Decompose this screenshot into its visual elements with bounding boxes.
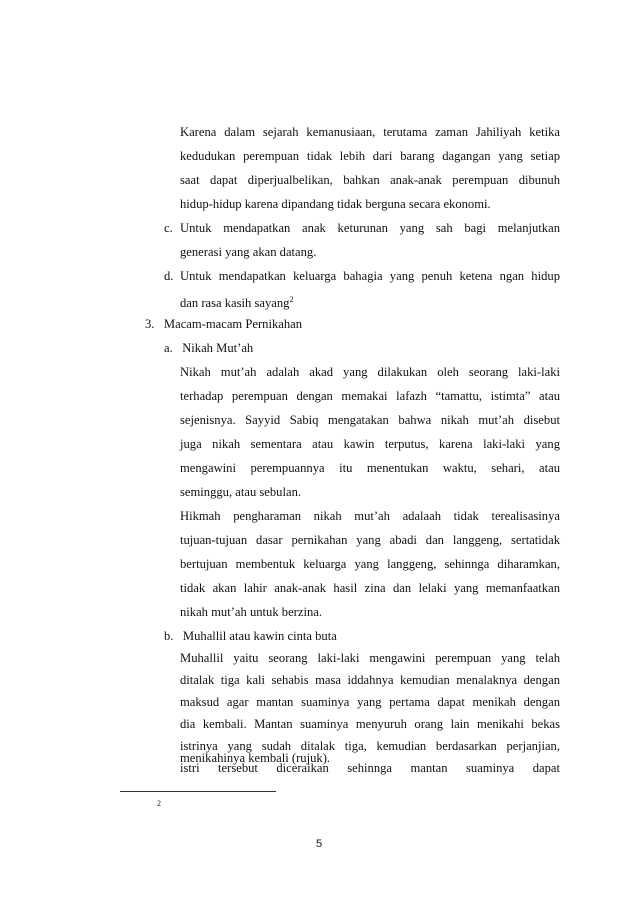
section-number: 3. <box>145 317 155 331</box>
subsection-title: Muhallil atau kawin cinta buta <box>182 629 337 643</box>
body-line: Untuk mendapatkan anak keturunan yang sah bagi melanjutkan <box>180 221 560 235</box>
body-line: bertujuan membentuk keluarga yang langgeng, sehinnga diharamkan, <box>180 557 560 571</box>
body-line: Hikmah pengharaman nikah mut’ah adalaah tidak terealisasinya <box>180 509 560 523</box>
body-text: dan rasa kasih sayang <box>180 296 290 310</box>
body-line: tujuan-tujuan dasar pernikahan yang abadi dan langgeng, sertatidak <box>180 533 560 547</box>
body-line: ditalak tiga kali sehabis masa iddahnya kemudian menalaknya dengan <box>180 673 560 687</box>
list-marker-d: d. <box>164 269 174 283</box>
body-line: generasi yang akan datang. <box>180 245 317 259</box>
subsection-heading-a <box>164 340 253 356</box>
footnote-reference: 2 <box>289 295 294 304</box>
body-line: Muhallil yaitu seorang laki-laki mengawini perempuan yang telah <box>180 651 560 665</box>
body-line <box>180 292 560 311</box>
body-line: Karena dalam sejarah kemanusiaan, terutama zaman Jahiliyah ketika <box>180 125 560 139</box>
body-line: menikahinya kembali (rujuk). <box>180 751 331 765</box>
subsection-marker: a. <box>164 341 173 355</box>
body-line: terhadap perempuan dengan memakai lafazh “tamattu, istimta” atau <box>180 389 560 403</box>
body-line: hidup-hidup karena dipandang tidak berguna secara ekonomi. <box>180 197 491 211</box>
subsection-marker: b. <box>164 629 174 643</box>
body-line: tidak akan lahir anak-anak hasil zina dan lelaki yang memanfaatkan <box>180 581 560 595</box>
footnote-separator <box>120 791 276 792</box>
body-line: nikah mut’ah untuk berzina. <box>180 605 322 619</box>
list-marker-c: c. <box>164 221 173 235</box>
body-line: sejenisnya. Sayyid Sabiq mengatakan bahwa nikah mut’ah disebut <box>180 413 560 427</box>
body-line: saat dapat diperjualbelikan, bahkan anak-anak perempuan dibunuh <box>180 173 560 187</box>
body-line: maksud agar mantan suaminya yang pertama dapat menikah dengan <box>180 695 560 709</box>
section-heading <box>145 316 302 332</box>
page-number: 5 <box>315 838 323 850</box>
body-line: istrinya yang sudah ditalak tiga, kemudian berdasarkan perjanjian, <box>180 739 560 753</box>
subsection-title: Nikah Mut’ah <box>182 341 254 355</box>
body-line: seminggu, atau sebulan. <box>180 485 302 499</box>
body-line: istri tersebut diceraikan sehinnga mantan suaminya dapat <box>180 761 560 775</box>
footnote-number: 2 <box>157 799 161 808</box>
section-title: Macam-macam Pernikahan <box>163 317 303 331</box>
body-line: kedudukan perempuan tidak lebih dari barang dagangan yang setiap <box>180 149 560 163</box>
body-line: Untuk mendapatkan keluarga bahagia yang penuh ketena ngan hidup <box>180 269 560 283</box>
body-line: juga nikah sementara atau kawin terputus, karena laki-laki yang <box>180 437 560 451</box>
body-line: mengawini perempuannya itu menentukan waktu, sehari, atau <box>180 461 560 475</box>
body-line: Nikah mut’ah adalah akad yang dilakukan oleh seorang laki-laki <box>180 365 560 379</box>
body-line: dia kembali. Mantan suaminya menyuruh orang lain menikahi bekas <box>180 717 560 731</box>
subsection-heading-b <box>164 628 337 644</box>
